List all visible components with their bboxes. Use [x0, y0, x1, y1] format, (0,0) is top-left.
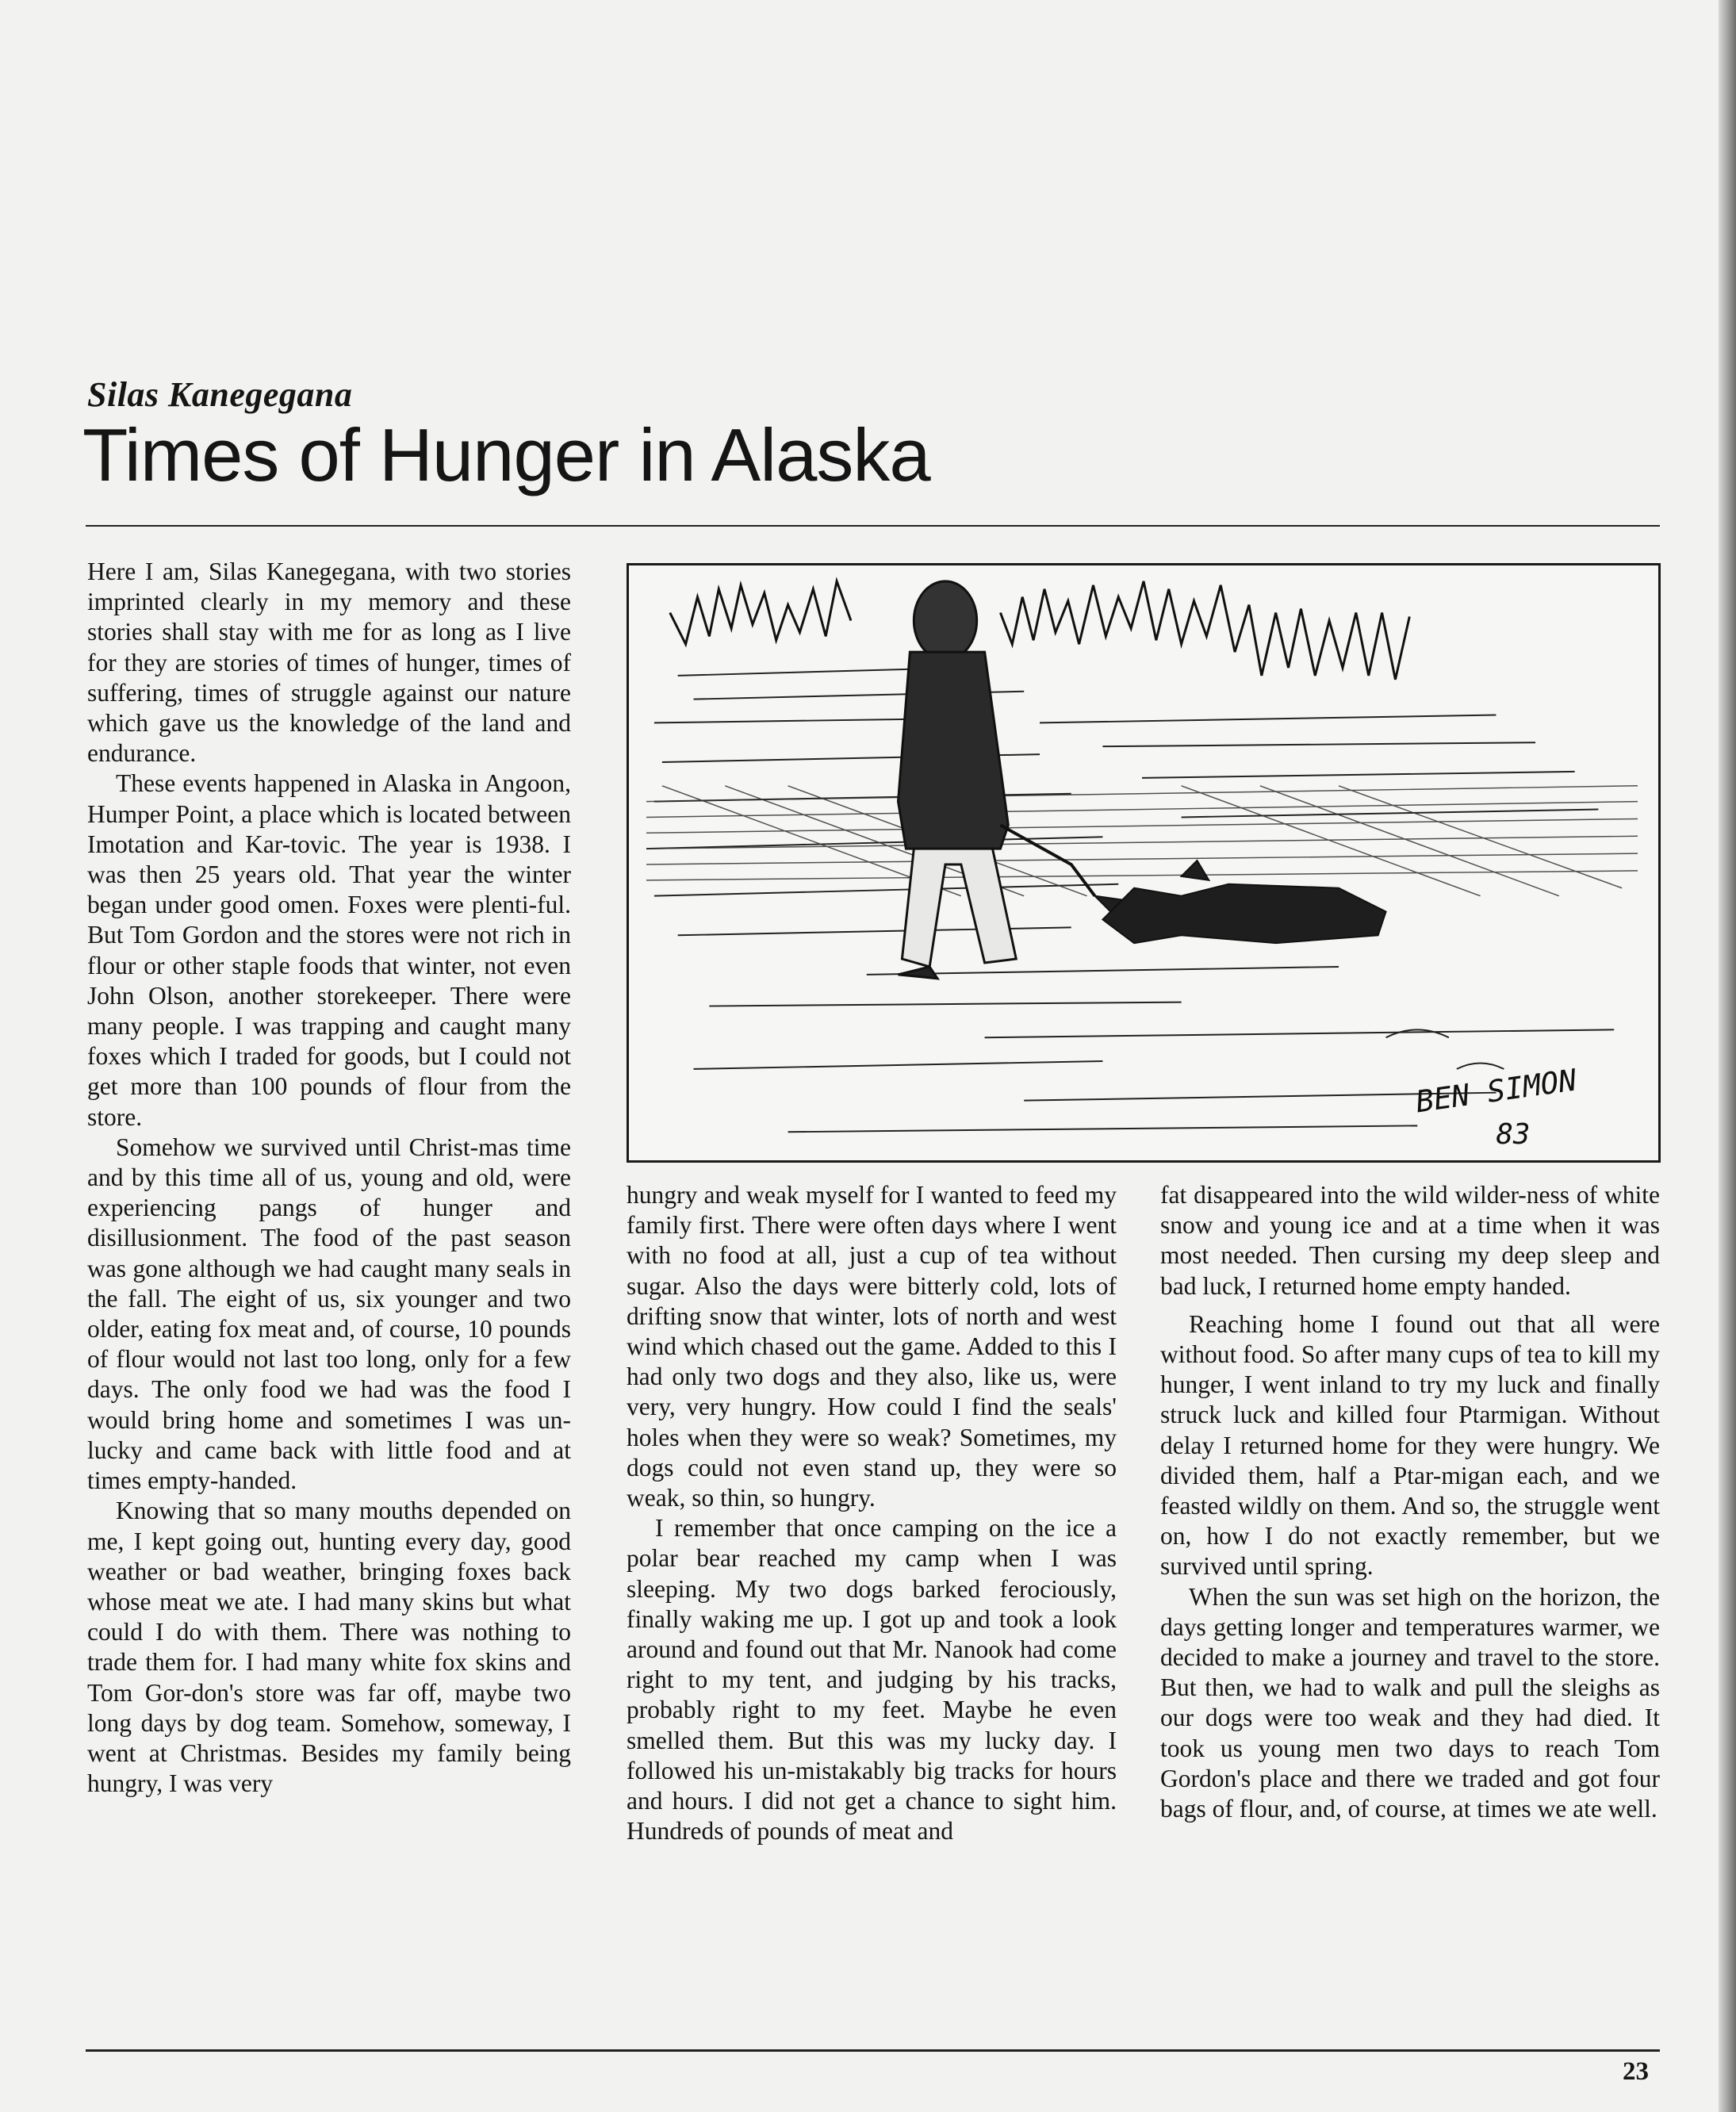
paragraph: When the sun was set high on the horizon, the days getting longer and temperatures warmer, we decided to make a journey and travel to the store. But then, we had to walk and pull the sleighs as our dogs were too weak and they had died. It took us young men two days to reach Tom Gordon's place and there we traded and got four bags of flour, and, of course, at times we ate well. — [1160, 1582, 1660, 1823]
page-number: 23 — [1623, 2057, 1649, 2086]
paragraph: fat disappeared into the wild wilder-ness of white snow and young ice and at a time when it was most needed. Then cursing my deep sleep and bad luck, I returned home empty handed. — [1160, 1181, 1660, 1300]
hunter-figure — [898, 581, 1094, 979]
dog-team — [1094, 861, 1385, 943]
paragraph: Knowing that so many mouths depended on me, I kept going out, hunting every day, good weather or bad weather, bringing foxes back whose meat we ate. I had many skins but what could I do with them. There was nothing to trade them for. I had many white fox skins and Tom Gor-don's store was far off, maybe two long days by dog team. Somehow, someway, I went at Christmas. Besides my family being hungry, I was very — [87, 1497, 571, 1798]
paragraph: Reaching home I found out that all were without food. So after many cups of tea to kill my hunger, I went inland to try my luck and finally struck luck and killed four Ptarmigan. Without delay I returned home for they were hungry. We divided them, half a Ptar-migan each, and we feasted wildly on them. And so, the struggle went on, how I do not exactly remember, but we survived until spring. — [1160, 1309, 1660, 1581]
footer-divider — [86, 2049, 1660, 2052]
ink-drawing — [629, 565, 1658, 1160]
illustration-hunter-with-dogs — [627, 563, 1661, 1163]
title-divider — [86, 525, 1660, 527]
paragraph: These events happened in Alaska in Angoon, Humper Point, a place which is located between Imotation and Kar-tovic. The year is 1938. I was then 25 years old. That year the winter began under good omen. Foxes were plenti-ful. But Tom Gordon and the stores were not rich in flour or other staple foods that winter, not even John Olson, another storekeeper. There were many people. I was trapping and caught many foxes which I traded for goods, but I could not get more than 100 pounds of flour from the store. — [87, 769, 571, 1131]
artist-signature — [1413, 1062, 1579, 1151]
mountain-range-sketch — [670, 581, 1410, 680]
paragraph: I remember that once camping on the ice a polar bear reached my camp when I was sleeping. My two dogs barked ferociously, finally waking me up. I got up and took a look around and found out that Mr. Nanook had come right to my tent, and judging by his tracks, probably right to my feet. Maybe he even smelled them. But this was my lucky day. I followed his un-mistakably big tracks for hours and hours. I did not get a chance to sight him. Hundreds of pounds of meat and — [627, 1514, 1117, 1846]
svg-text:83: 83 — [1496, 1118, 1531, 1152]
svg-text:BEN SIMON: BEN SIMON — [1413, 1062, 1579, 1120]
article-title: Times of Hunger in Alaska — [82, 413, 930, 496]
text-column-3 — [1160, 1180, 1660, 1824]
paragraph: Here I am, Silas Kanegegana, with two stories imprinted clearly in my memory and these stories shall stay with me for as long as I live for they are stories of times of hunger, times of suffering, times of struggle against our nature which gave us the knowledge of the land and endurance. — [87, 558, 571, 768]
paragraph: hungry and weak myself for I wanted to feed my family first. There were often days where I went with no food at all, just a cup of tea without sugar. Also the days were bitterly cold, lots of drifting snow that winter, lots of north and west wind which chased out the game. Added to this I had only two dogs and they also, like us, were very, very hungry. How could I find the seals' holes when they were so weak? Sometimes, my dogs could not even stand up, they were so weak, so thin, so hungry. — [627, 1181, 1117, 1512]
article-author: Silas Kanegegana — [87, 375, 353, 414]
paragraph: Somehow we survived until Christ-mas time and by this time all of us, young and old, were experiencing pangs of hunger and disillusionment. The food of the past season was gone although we had caught many seals in the fall. The eight of us, six younger and two older, eating fox meat and, of course, 10 pounds of flour would not last too long, only for a few days. The only food we had was the food I would bring home and sometimes I was un-lucky and came back with little food and at times empty-handed. — [87, 1133, 571, 1495]
text-column-1 — [87, 557, 571, 1799]
page-edge-shadow — [1719, 0, 1736, 2112]
text-column-2 — [627, 1180, 1117, 1846]
